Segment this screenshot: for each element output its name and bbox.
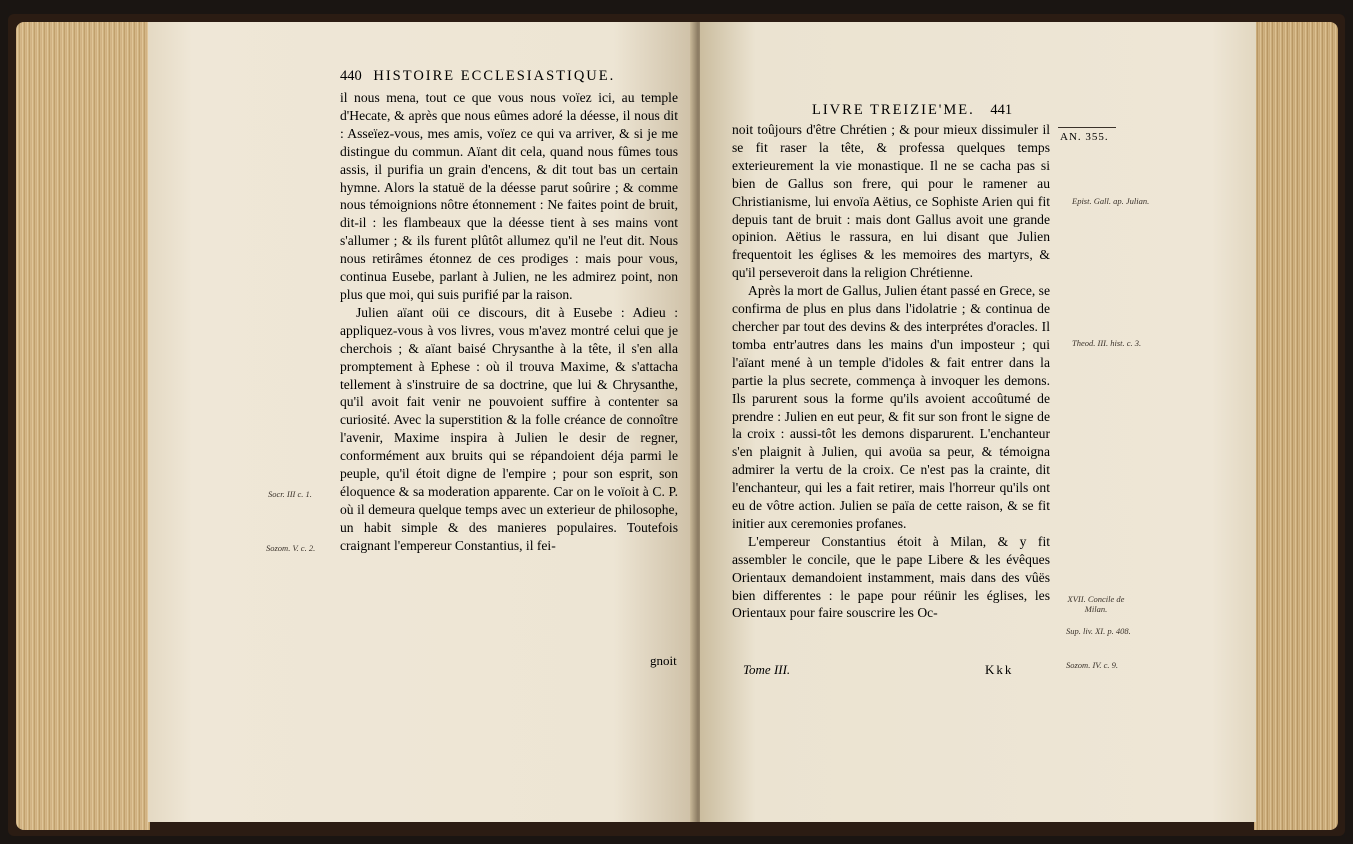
- right-paragraph-2: Après la mort de Gallus, Julien étant passé en Grece, se confirma de plus en plus dans l'idolatrie ; & continua de chercher par tout des devins & des interprétes d'oracles. Il tomba entr'autres dans les mains d'un imposteur ; qui l'aïant mené à un temple d'idoles & fait entrer dans la partie la plus secrete, commença à invoquer les demons. Ils parurent sous la forme qu'ils avoient accoûtumé de prendre : Julien en eut peur, & fit sur son front le signe de la croix : aussi-tôt les demons disparurent. L'enchanteur s'en plaignit à Julien, qui avoüa sa peur, & témoigna admirer la vertu de la croix. Ce n'est pas la crainte, dit l'enchanteur, qui les a fait retirer, mais l'horreur qu'ils ont eu de vôtre action. Julien se païa de cette raison, & se fit initier aux ceremonies profanes.: [732, 283, 1050, 531]
- right-margin-note-5: Sozom. IV. c. 9.: [1066, 660, 1119, 670]
- left-paragraph-2: Julien aïant oüi ce discours, dit à Eusebe : Adieu : appliquez-vous à vos livres, vous m'avez montré celui que je cherchois ; & aïant baisé Chrysanthe à la tête, il s'en alla promptement à Ephese : où il trouva Maxime, & s'attacha tellement à s'instruire de sa doctrine, que lui & Chrysanthe, qu'il avoit fait venir ne pouvoient suffire à contenter sa curiosité. Avec la superstition & la folle créance de connoître l'avenir, Maxime inspira à Julien le desir de regner, conformément aux bruits qui se répandoient déja parmi le peuple, qu'il étoit digne de l'empire ; pour son esprit, son éloquence & sa moderation apparente. Car on le voïoit à C. P. où il demeura quelque temps avec un exterieur de philosophe, un habit simple & des manieres populaires. Toutefois craignant l'empereur Constantius, il fei-: [340, 304, 678, 553]
- right-margin-note-1: Epist. Gall. ap. Julian.: [1072, 196, 1150, 206]
- left-margin-note-1: Socr. III c. 1.: [268, 489, 312, 499]
- right-margin-note-2: Theod. III. hist. c. 3.: [1072, 338, 1142, 348]
- page-edges-right: [1254, 22, 1338, 830]
- right-paragraph-1: noit toûjours d'être Chrétien ; & pour mieux dissimuler il se fit raser la tête, & professa quelques temps exterieurement la vie monastique. Il ne se cacha pas si bien de Gallus son frere, qui pour le ramener au Christianisme, lui envoïa Aëtius, ce Sophiste Arien qui fit depuis tant de bruit : mais dont Gallus avoit une grande opinion. Aëtius le rassura, en lui disant que Julien frequentoit les églises & les memoires des martyrs, & qu'il perseveroit dans la religion Chrétienne.: [732, 122, 1050, 281]
- signature-mark: Kkk: [985, 662, 1014, 677]
- right-paragraph-3: L'empereur Constantius étoit à Milan, & y fit assembler le concile, que le pape Libere & les évêques Orientaux demandoient instamment, mais dans des vûës bien differentes : le pape pour réünir les églises, les Orientaux pour faire souscrire les Oc-: [732, 533, 1050, 621]
- year-rule: [1058, 127, 1116, 128]
- left-paragraph-1: il nous mena, tout ce que vous nous voïez ici, au temple d'Hecate, & après que nous eûmes adoré la déesse, il nous dit : Asseïez-vous, mes amis, voïez ce qui va arriver, & si je me distingue du commun. Aïant dit cela, quand nous fûmes tous assis, il purifia un grain d'encens, & dit tout bas un certain hymne. Alors la statuë de la déesse parut soûrire ; & comme nous témoignions nôtre étonnement : Ne faites point de bruit, dit-il : les flambeaux que la déesse tient à ses mains vont s'allumer ; & ils furent plûtôt allumez qu'il ne l'eut dit. Nous nous retirâmes étonnez de ces prodiges : mais pour vous, continua Eusebe, parlant à Julien, ne les admirez point, non plus que moi, qui suis purifié par la raison.: [340, 90, 678, 302]
- left-page-number: 440: [340, 68, 362, 84]
- right-text-block: [732, 121, 1050, 622]
- right-margin-note-3: XVII. Concile de Milan.: [1067, 594, 1125, 614]
- year-note: AN. 355.: [1060, 131, 1109, 143]
- right-margin-note-4: Sup. liv. XI. p. 408.: [1066, 626, 1131, 636]
- right-running-head: [812, 102, 1012, 119]
- page-edges-left: [16, 22, 150, 830]
- right-running-head-title: LIVRE TREIZIE'ME.: [812, 102, 975, 118]
- left-running-head-title: HISTOIRE ECCLESIASTIQUE.: [373, 68, 616, 84]
- footer-tome: Tome III.: [743, 662, 791, 677]
- left-catchword: gnoit: [650, 653, 677, 668]
- right-page-number: 441: [990, 102, 1013, 118]
- left-running-head: [340, 68, 615, 85]
- left-margin-note-2: Sozom. V. c. 2.: [266, 543, 316, 553]
- left-text-block: [340, 89, 678, 555]
